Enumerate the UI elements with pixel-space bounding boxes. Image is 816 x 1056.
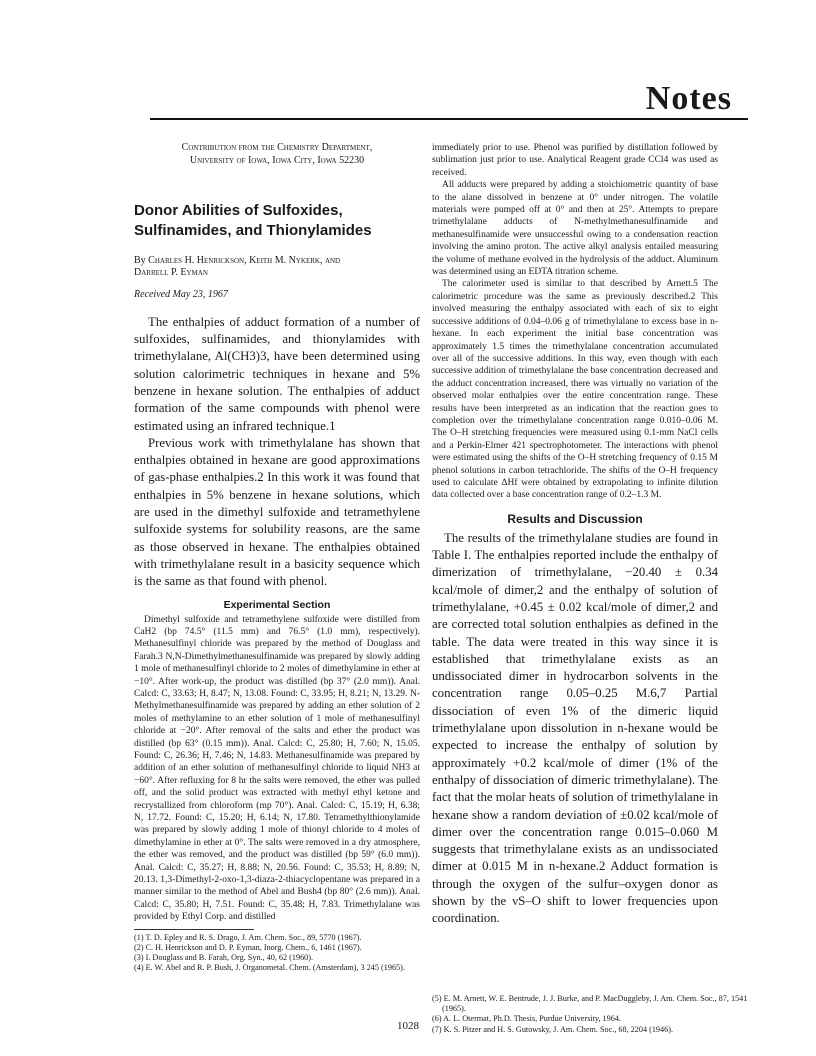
abstract-paragraph: The enthalpies of adduct formation of a number of sulfoxides, sulfinamides, and thionylamides with trimethylalane, Al(CH3)3, have been determined using solution calorimetric techniques in hexane and 5% benzene in hexane solution. The enthalpies of adduct formation of the same compounds with phenol were estimated using an infrared technique.1 xyxy=(134,314,420,433)
article-title: Donor Abilities of Sulfoxides, Sulfinamides, and Thionylamides xyxy=(134,201,372,239)
abstract xyxy=(134,314,420,591)
experimental-body xyxy=(134,614,420,924)
page-number: 1028 xyxy=(397,1020,419,1032)
authors xyxy=(134,255,420,280)
authors-line-2: Darrell P. Eyman xyxy=(134,267,208,279)
experimental-heading: Experimental Section xyxy=(223,598,331,611)
header-rule xyxy=(150,118,748,120)
affiliation-line-2: University of Iowa, Iowa City, Iowa 52230 xyxy=(189,154,365,166)
methods-body xyxy=(432,142,718,502)
affiliation xyxy=(134,142,420,168)
methods-paragraph: immediately prior to use. Phenol was purified by distillation followed by sublimation just prior to use. Analytical Reagent grade CCl4 was used as received. xyxy=(432,143,718,178)
results-paragraph: The results of the trimethylalane studies are found in Table I. The enthalpies reported include the enthalpy of dimerization of trimethylalane, −20.40 ± 0.34 kcal/mole of dimer,2 and the enthalpy of solution of trimethylalane, +0.45 ± 0.02 kcal/mole of dimer,2 and are corrected total solution enthalpies as defined in the table. The data were treated in this way since it is established that trimethylalane exists as an undissociated dimer in hydrocarbon solvents in the concentration range 0.05–0.25 M.6,7 Partial dissociation of even 1% of the dimeric liquid trimethylalane upon dissolution in n-hexane would be expected to increase the enthalpy of solution by approximately +0.2 kcal/mole of dimer (1% of the enthalpy of dissociation of dimeric trimethylalane). The fact that the molar heats of solution of trimethylalane in hexane show a random deviation of ±0.02 kcal/mole of dimer over the concentration range 0.015–0.060 M suggests that trimethylalane exists as an undissociated dimer at 0.015 M in n-hexane.2 Adduct formation is through the oxygen of the sulfur–oxygen donor as shown by the νS–O shift to lower frequencies upon coordination. xyxy=(432,530,718,926)
results-body xyxy=(432,530,718,928)
experimental-paragraph: Dimethyl sulfoxide and tetramethylene sulfoxide were distilled from CaH2 (bp 74.5° (11.5 mm) and 76.5° (1.0 mm), respectively). Methanesulfinyl chloride was prepared by the method of Douglass and Farah.3 N,N-Dimethylmethanesulfinamide was prepared by slowly adding 1 mole of methanesulfinyl chloride to 2 moles of dimethylamine in ether at −10°. After work-up, the product was distilled (bp 37° (2.0 mm)). Anal. Calcd: C, 33.63; H, 8.47; N, 13.08. Found: C, 33.95; H, 8.21; N, 13.29. N-Methylmethanesulfinamide was prepared by adding an ether solution of 2 moles of methylamine to an ether solution of 1 mole of methanesulfinyl chloride at −20°. After removal of the salts and ether the product was distilled (bp 63° (0.15 mm)). Anal. Calcd: C, 25.80; H, 7.60; N, 15.05. Found: C, 26.36; H, 7.46; N, 14.83. Methanesulfinamide was prepared by addition of an ether solution of methanesulfinyl chloride to liquid NH3 at −60°. After refluxing for 8 hr the salts were removed, the ether was pulled off, and the solid product was extracted with methyl ethyl ketone and recrystallized from chloroform (mp 70°). Anal. Calcd: C, 15.19; H, 6.38; N, 17.72. Found: C, 15.20; H, 6.14; N, 17.80. Tetramethylthionylamide was prepared by slowly adding 1 mole of thionyl chloride to 4 moles of dimethylamine in ether at 0°. The salts were removed in a dry atmosphere, the ether was removed, and the product was distilled (bp 59° (6.0 mm)). Anal. Calcd: C, 35.27; H, 8.88; N, 20.56. Found: C, 35.53; H, 8.89; N, 20.13. 1,3-Dimethyl-2-oxo-1,3-diaza-2-thiacyclopentane was prepared in a manner similar to the method of Abel and Bush4 (bp 80° (2.6 mm)). Anal. Calcd: C, 35.80; H, 7.51. Found: C, 35.48; H, 7.83. Trimethylalane was provided by Ethyl Corp. and distilled xyxy=(134,614,420,923)
footnote: (7) K. S. Pitzer and H. S. Gutowsky, J. Am. Chem. Soc., 68, 2204 (1946). xyxy=(432,1024,673,1034)
footnote: (4) E. W. Abel and R. P. Bush, J. Organometal. Chem. (Amsterdam), 3 245 (1965). xyxy=(134,963,405,973)
footnotes-left xyxy=(134,933,420,974)
abstract-paragraph: Previous work with trimethylalane has shown that enthalpies obtained in hexane are good approximations of gas-phase enthalpies.2 In this work it was found that enthalpies in 5% benzene in hexane solutions, which are used in the dimethyl sulfoxide and tetramethylene sulfoxide systems for solubility reasons, are the same as those observed in hexane. The enthalpies obtained with trimethylalane result in a basicity sequence which is the same as that found with phenol. xyxy=(134,435,420,589)
footnote: (1) T. D. Epley and R. S. Drago, J. Am. Chem. Soc., 89, 5770 (1967). xyxy=(134,932,362,942)
received-date: Received May 23, 1967 xyxy=(134,288,228,300)
footnote: (5) E. M. Arnett, W. E. Bentrude, J. J. Burke, and P. MacDuggleby, J. Am. Chem. Soc., 87, 1541 (1965). xyxy=(432,994,748,1014)
authors-line-1: Charles H. Henrickson, Keith M. Nykerk, and xyxy=(148,254,341,266)
section-title: Notes xyxy=(645,80,732,117)
affiliation-line-1: Contribution from the Chemistry Department, xyxy=(181,142,373,153)
methods-paragraph: The calorimeter used is similar to that described by Arnett.5 The calorimetric procedure was the same as previously described.2 This involved measuring the enthalpy associated with each of six to eight successive additions of 0.04–0.06 g of trimethylalane to excess base in n-hexane. In each experiment the initial base concentration was approximately 1.5 times the trimethylalane concentration accumulated over all of the successive additions. In this way, even though with each successive addition of trimethylalane the base concentration decreased and the adduct concentration increased, there was virtually no variation of the observed molar enthalpies over the entire concentration range. These results have been interpreted as an indication that the reaction goes to completion over the trimethylalane concentration range 0.010–0.06 M. The O–H stretching frequencies were measured using 0.1-mm NaCl cells and a Perkin-Elmer 421 spectrophotometer. The interactions with phenol were estimated using the shifts of the O–H stretching frequency of 0.15 M phenol solutions in carbon tetrachloride. The shifts of the O–H frequency used to calculate ΔHf were obtained by extrapolating to infinite dilution data collected over a base concentration range of 0.2–1.3 M. xyxy=(432,279,718,501)
authors-prefix: By xyxy=(134,254,146,266)
left-column xyxy=(134,142,420,974)
footnote: (3) I. Douglass and B. Farah, Org. Syn., 40, 62 (1960). xyxy=(134,953,314,963)
results-heading: Results and Discussion xyxy=(507,511,643,526)
footnote: (6) A. L. Otermat, Ph.D. Thesis, Purdue University, 1964. xyxy=(432,1014,621,1024)
footnote: (2) C. H. Henrickson and D. P. Eyman, Inorg. Chem., 6, 1461 (1967). xyxy=(134,942,362,952)
footnote-rule xyxy=(134,929,254,930)
methods-paragraph: All adducts were prepared by adding a stoichiometric quantity of base to the alane dissolved in benzene at 0° under nitrogen. The volatile materials were pumped off at 0° and then at 25°. Attempts to prepare trimethylalane adducts of N-methylmethanesulfinamide and methanesulfinamide were unsuccessful owing to a condensation reaction involving the amino proton. The active alkyl analysis entailed measuring the volume of methane evolved in the hydrolysis of the adduct. Aluminum was determined using an EDTA titration scheme. xyxy=(432,180,718,278)
right-column xyxy=(432,142,718,928)
